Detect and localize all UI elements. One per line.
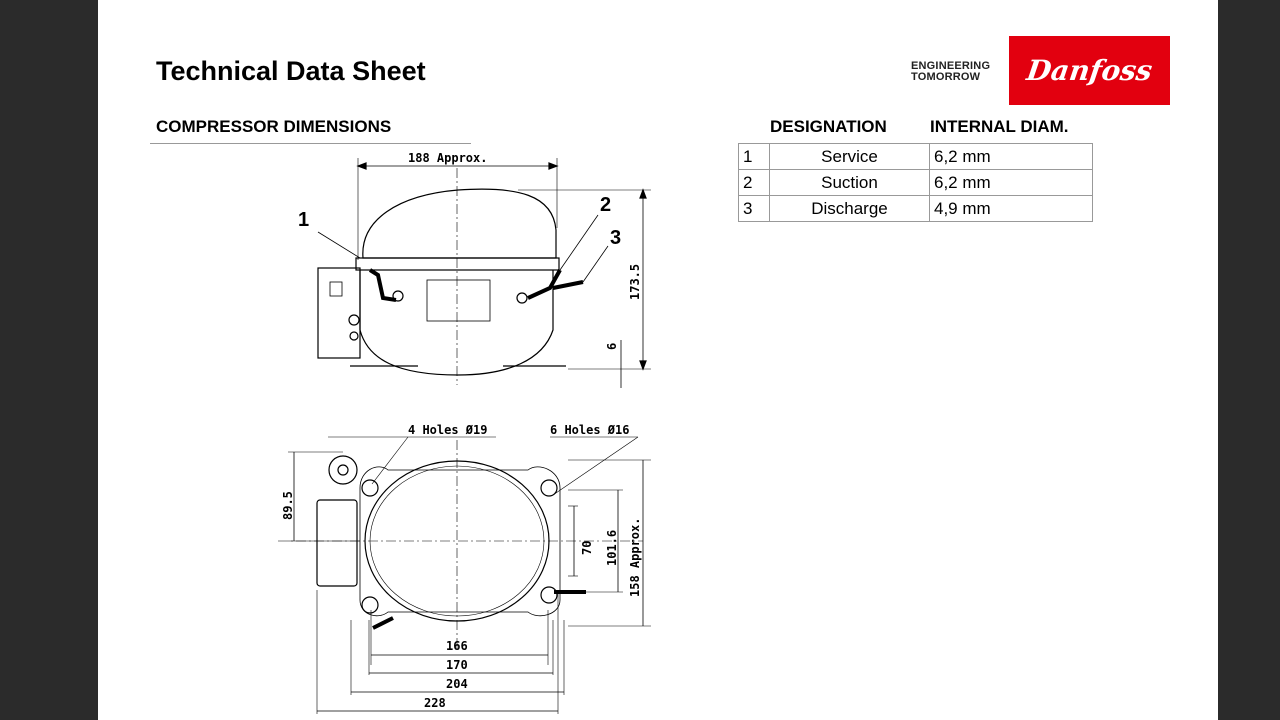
dim-228-label: 228	[424, 696, 446, 710]
dim-204-label: 204	[446, 677, 468, 691]
dim-6-label: 6	[605, 342, 619, 350]
tagline-line-2: TOMORROW	[911, 71, 981, 83]
tagline-line-1: ENGINEERING	[911, 60, 991, 72]
terminal-screw	[349, 315, 359, 325]
callout-3: 3	[610, 227, 622, 249]
suction-port	[517, 293, 527, 303]
logo-wordmark: Danfoss	[1024, 54, 1155, 87]
mounting-hole	[362, 480, 378, 496]
mounting-hole	[541, 587, 557, 603]
dim-188-label: 188 Approx.	[408, 151, 488, 165]
electrical-box	[318, 268, 360, 358]
service-port	[393, 291, 403, 301]
compressor-drawing	[98, 0, 1218, 720]
row-number: 2	[739, 170, 770, 196]
document-page	[98, 0, 1218, 720]
dim-158-label: 158 Approx.	[628, 517, 642, 597]
callout-2: 2	[600, 194, 612, 216]
row-diameter: 6,2 mm	[930, 170, 1093, 196]
callout-leader-3	[583, 246, 608, 282]
table-header-internal-diam: INTERNAL DIAM.	[930, 117, 1069, 136]
terminal-block	[330, 282, 342, 296]
discharge-tube	[553, 282, 583, 288]
callout-1: 1	[298, 209, 310, 231]
mounting-hole	[329, 456, 357, 484]
compressor-dome	[363, 189, 556, 258]
row-number: 1	[739, 144, 770, 170]
callout-leader-1	[318, 232, 360, 258]
mounting-hole	[362, 597, 378, 613]
suction-tube	[528, 270, 560, 298]
row-diameter: 4,9 mm	[930, 196, 1093, 222]
holes-left-label: 4 Holes Ø19	[408, 423, 488, 437]
callout-leader-2	[560, 215, 598, 270]
row-designation: Suction	[770, 170, 930, 196]
dim-166-label: 166	[446, 639, 468, 653]
compressor-body	[360, 270, 553, 375]
dim-173-5-label: 173.5	[628, 263, 642, 300]
terminal-screw	[350, 332, 358, 340]
row-designation: Service	[770, 144, 930, 170]
row-designation: Discharge	[770, 196, 930, 222]
table-header-designation: DESIGNATION	[770, 117, 887, 136]
name-plate	[427, 280, 490, 321]
row-number: 3	[739, 196, 770, 222]
dim-170-label: 170	[446, 658, 468, 672]
holes-right-label: 6 Holes Ø16	[550, 423, 630, 437]
page-title: Technical Data Sheet	[156, 56, 426, 86]
electrical-box-top	[317, 500, 357, 586]
service-tube-top	[373, 618, 393, 628]
dim-101-6-label: 101.6	[605, 529, 619, 566]
dim-89-5-label: 89.5	[281, 491, 295, 520]
mounting-hole-inner	[338, 465, 348, 475]
dim-70-label: 70	[580, 540, 594, 555]
compressor-band	[356, 258, 559, 270]
section-title: COMPRESSOR DIMENSIONS	[156, 117, 392, 136]
mounting-plate	[360, 467, 560, 616]
service-tube	[370, 270, 396, 300]
holes-leader-right	[553, 437, 638, 495]
row-diameter: 6,2 mm	[930, 144, 1093, 170]
